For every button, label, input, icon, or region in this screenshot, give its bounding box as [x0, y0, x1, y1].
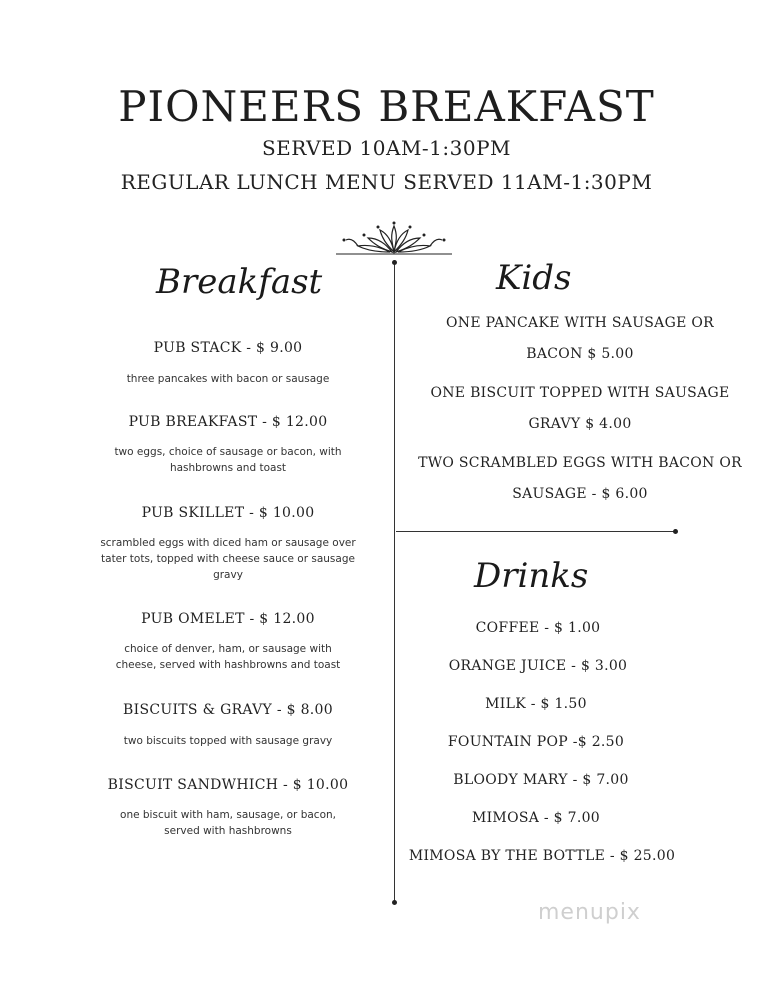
breakfast-item-desc: two biscuits topped with sausage gravy — [123, 735, 333, 747]
kids-item-line: GRAVY $ 4.00 — [528, 416, 632, 432]
horizontal-divider — [396, 531, 675, 532]
vertical-divider — [394, 262, 395, 904]
lunch-hours: REGULAR LUNCH MENU SERVED 11AM-1:30PM — [120, 170, 653, 194]
breakfast-item-name: PUB OMELET - $ 12.00 — [141, 611, 315, 627]
kids-item-line: BACON $ 5.00 — [526, 346, 634, 362]
drink-item: BLOODY MARY - $ 7.00 — [453, 772, 629, 788]
breakfast-list — [88, 0, 368, 1000]
kids-item-line: SAUSAGE - $ 6.00 — [512, 486, 648, 502]
kids-heading: Kids — [496, 258, 572, 298]
divider-dot-right — [673, 529, 678, 534]
page-title: PIONEERS BREAKFAST — [118, 82, 655, 131]
breakfast-item-desc: two eggs, choice of sausage or bacon, with hashbrowns and toast — [114, 446, 342, 474]
kids-item-line: TWO SCRAMBLED EGGS WITH BACON OR — [418, 455, 742, 471]
drink-item: MILK - $ 1.50 — [485, 696, 587, 712]
breakfast-item-desc: choice of denver, ham, or sausage with cheese, served with hashbrowns and toast — [115, 643, 341, 671]
kids-item-line: ONE PANCAKE WITH SAUSAGE OR — [446, 315, 714, 331]
drink-item: ORANGE JUICE - $ 3.00 — [448, 658, 628, 674]
divider-dot-top — [392, 260, 397, 265]
kids-item-line: ONE BISCUIT TOPPED WITH SAUSAGE — [430, 385, 730, 401]
drink-item: MIMOSA BY THE BOTTLE - $ 25.00 — [408, 848, 676, 864]
divider-dot-bottom — [392, 900, 397, 905]
breakfast-item-desc: scrambled eggs with diced ham or sausage over tater tots, topped with cheese sauce or sausage gravy — [100, 537, 356, 581]
breakfast-item-name: PUB SKILLET - $ 10.00 — [141, 505, 315, 521]
breakfast-item-desc: three pancakes with bacon or sausage — [126, 373, 330, 385]
breakfast-item-name: BISCUITS & GRAVY - $ 8.00 — [123, 702, 333, 718]
watermark-logo: menupix — [538, 900, 641, 925]
drink-item: FOUNTAIN POP -$ 2.50 — [447, 734, 625, 750]
drink-item: COFFEE - $ 1.00 — [475, 620, 601, 636]
served-hours: SERVED 10AM-1:30PM — [261, 136, 512, 160]
breakfast-item-desc: one biscuit with ham, sausage, or bacon, served with hashbrowns — [120, 809, 336, 837]
drinks-heading: Drinks — [474, 556, 589, 596]
breakfast-heading: Breakfast — [156, 262, 323, 302]
breakfast-item-name: PUB BREAKFAST - $ 12.00 — [128, 414, 328, 430]
breakfast-item-name: PUB STACK - $ 9.00 — [153, 340, 303, 356]
breakfast-item-name: BISCUIT SANDWHICH - $ 10.00 — [107, 777, 349, 793]
drink-item: MIMOSA - $ 7.00 — [471, 810, 601, 826]
